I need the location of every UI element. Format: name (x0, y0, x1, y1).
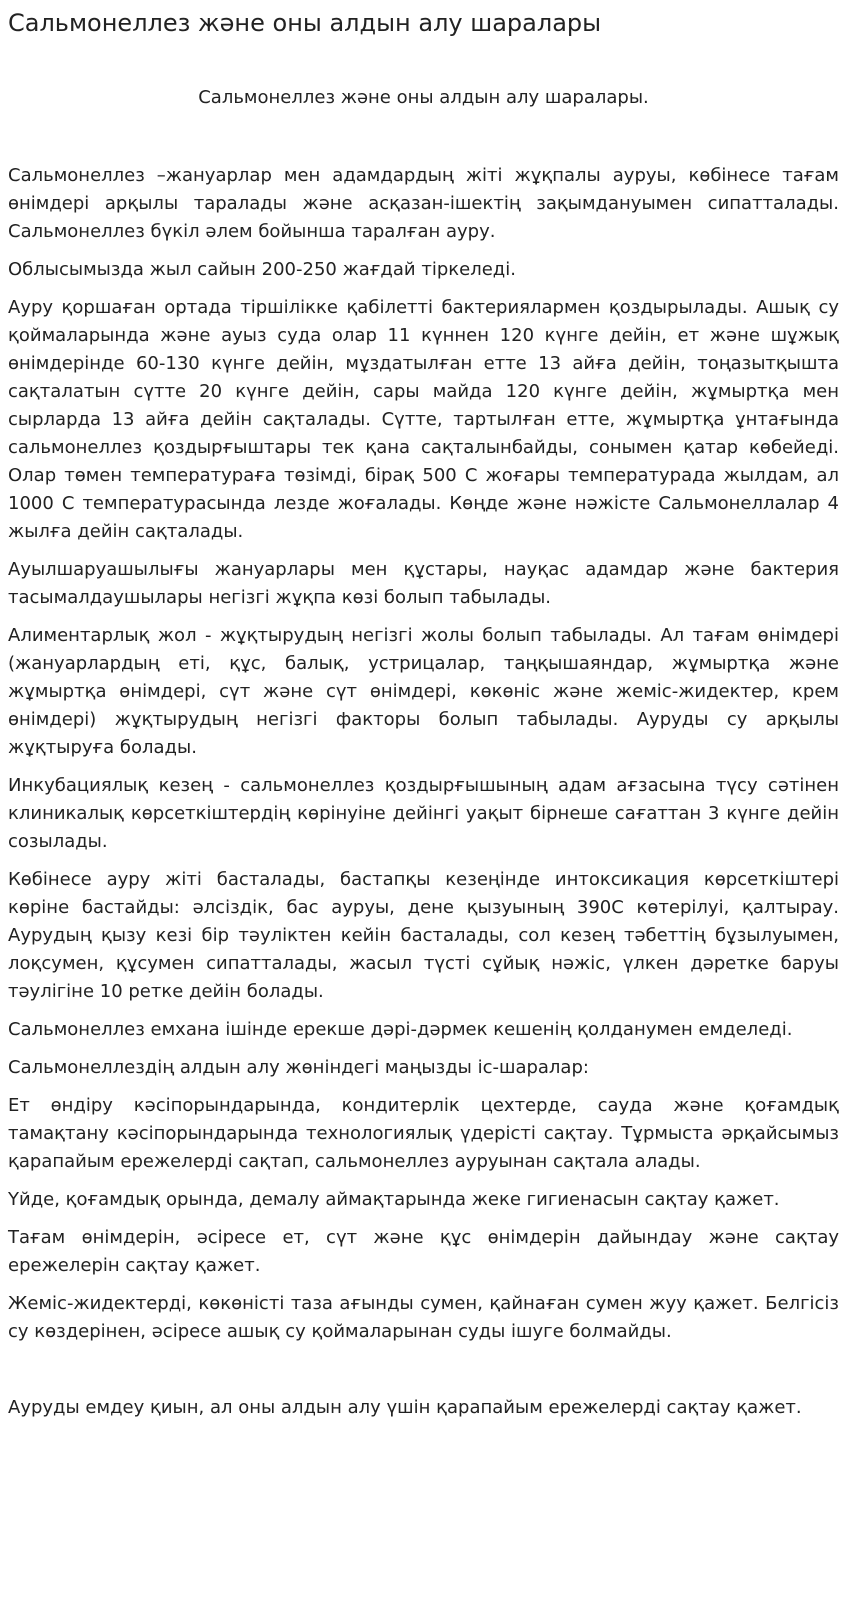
paragraph-prevention-heading: Сальмонеллездің алдын алу жөніндегі маңызды іс-шаралар: (8, 1057, 589, 1078)
paragraph-transmission-route: Алиментарлық жол - жұқтырудың негізгі жолы болып табылады. Ал тағам өнімдері (жануарлардың еті, құс, балық, устрицалар, таңқышаяндар, жұмыртқа және жұмыртқа өнімдері, сүт және сүт өнімдері, көкөніс және жеміс-жидектер, крем өнімдері) жұқтырудың негізгі факторы болып табылады. Ауруды су арқылы жұқтыруға болады. (8, 625, 839, 758)
paragraph-prevention-water: Жеміс-жидектерді, көкөністі таза ағынды сумен, қайнаған сумен жуу қажет. Белгісіз су көздерінен, әсіресе ашық су қоймаларынан суды ішуге болмайды. (8, 1293, 839, 1342)
article-body (8, 162, 839, 1422)
paragraph-symptoms: Көбінесе ауру жіті басталады, бастапқы кезеңінде интоксикация көрсеткіштері көріне бастайды: әлсіздік, бас ауруы, дене қызуының 390С көтерілуі, қалтырау. Аурудың қызу кезі бір тәуліктен кейін басталады, сол кезең тәбеттің бұзылуымен, лоқсумен, құсумен сипатталады, жасыл түсті сұйық нәжіс, үлкен дәретке баруы тәулігіне 10 ретке дейін болады. (8, 869, 839, 1002)
paragraph-statistics: Облысымызда жыл сайын 200-250 жағдай тіркеледі. (8, 259, 516, 280)
paragraph-prevention-food: Тағам өнімдерін, әсіресе ет, сүт және құс өнімдерін дайындау және сақтау ережелерін сақтау қажет. (8, 1227, 839, 1276)
paragraph-incubation: Инкубациялық кезең - сальмонеллез қоздырғышының адам ағзасына түсу сәтінен клиникалық көрсеткіштердің көрінуіне дейінгі уақыт бірнеше сағаттан 3 күнге дейін созылады. (8, 775, 839, 852)
paragraph-pathogen-survival: Ауру қоршаған ортада тіршілікке қабілетті бактериялармен қоздырылады. Ашық су қоймаларында және ауыз суда олар 11 күннен 120 күнге дейін, ет және шұжық өнімдерінде 60-130 күнге дейін, мұздатылған етте 13 айға дейін, тоңазытқышта сақталатын сүтте 20 күнге дейін, сары майда 120 күнге дейін, жұмыртқа мен сырларда 13 айға дейін сақталады. Сүтте, тартылған етте, жұмыртқа ұнтағында сальмонеллез қоздырғыштары тек қана сақталынбайды, сонымен қатар көбейеді. Олар төмен температураға төзімді, бірақ 500 С жоғары температурада жылдам, ал 1000 С температурасында лезде жоғалады. Көңде және нәжісте Сальмонеллалар 4 жылға дейін сақталады. (8, 297, 839, 542)
paragraph-infection-source: Ауылшаруашылығы жануарлары мен құстары, науқас адамдар және бактерия тасымалдаушылары негізгі жұқпа көзі болып табылады. (8, 559, 839, 608)
paragraph-prevention-industry: Ет өндіру кәсіпорындарында, кондитерлік цехтерде, сауда және қоғамдық тамақтану кәсіпорындарында технологиялық үдерісті сақтау. Тұрмыста әрқайсымыз қарапайым ережелерді сақтап, сальмонеллез ауруынан сақтала алады. (8, 1095, 839, 1172)
paragraph-definition: Сальмонеллез –жануарлар мен адамдардың жіті жұқпалы ауруы, көбінесе тағам өнімдері арқылы таралады және асқазан-ішектің зақымдануымен сипатталады. Сальмонеллез бүкіл әлем бойынша таралған ауру. (8, 165, 839, 242)
paragraph-conclusion: Ауруды емдеу қиын, ал оны алдын алу үшін қарапайым ережелерді сақтау қажет. (8, 1397, 802, 1418)
paragraph-prevention-hygiene: Үйде, қоғамдық орында, демалу аймақтарында жеке гигиенасын сақтау қажет. (8, 1189, 780, 1210)
paragraph-treatment: Сальмонеллез емхана ішінде ерекше дәрі-дәрмек кешенің қолданумен емделеді. (8, 1019, 793, 1040)
article-heading: Сальмонеллез және оны алдын алу шаралары. (198, 87, 649, 108)
page-title: Сальмонеллез және оны алдын алу шаралары (8, 9, 602, 37)
